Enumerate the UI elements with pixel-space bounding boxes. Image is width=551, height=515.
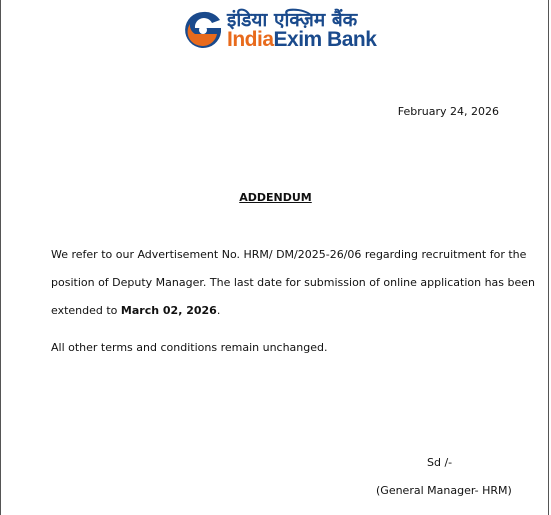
india-exim-bank-logo-icon bbox=[181, 8, 225, 52]
paragraph-line-1: We refer to our Advertisement No. HRM/ DM/2025-26/06 regarding recruitment for the bbox=[51, 248, 527, 261]
addendum-paragraph bbox=[51, 241, 536, 325]
new-deadline-date: March 02, 2026 bbox=[120, 304, 217, 317]
addendum-title: ADDENDUM bbox=[239, 191, 312, 204]
paragraph-line-3-prefix: extended to bbox=[51, 304, 121, 317]
letter-date: February 24, 2026 bbox=[397, 105, 499, 118]
paragraph-line-2: position of Deputy Manager. The last date for submission of online application has been bbox=[51, 276, 536, 289]
logo-india-word: India bbox=[227, 28, 274, 51]
logo-exim-bank-words: Exim Bank bbox=[273, 28, 377, 51]
logo-english-text bbox=[227, 28, 376, 52]
paragraph-line-3 bbox=[51, 297, 503, 325]
signature-text: Sd /- bbox=[427, 456, 453, 469]
india-exim-bank-logo bbox=[181, 6, 377, 52]
signatory-designation: (General Manager- HRM) bbox=[376, 484, 512, 497]
logo-hindi-text: इंडिया एक्ज़िम बैंक bbox=[227, 9, 358, 31]
other-terms-text: All other terms and conditions remain unchanged. bbox=[51, 341, 328, 354]
paragraph-line-3-suffix: . bbox=[216, 304, 221, 317]
